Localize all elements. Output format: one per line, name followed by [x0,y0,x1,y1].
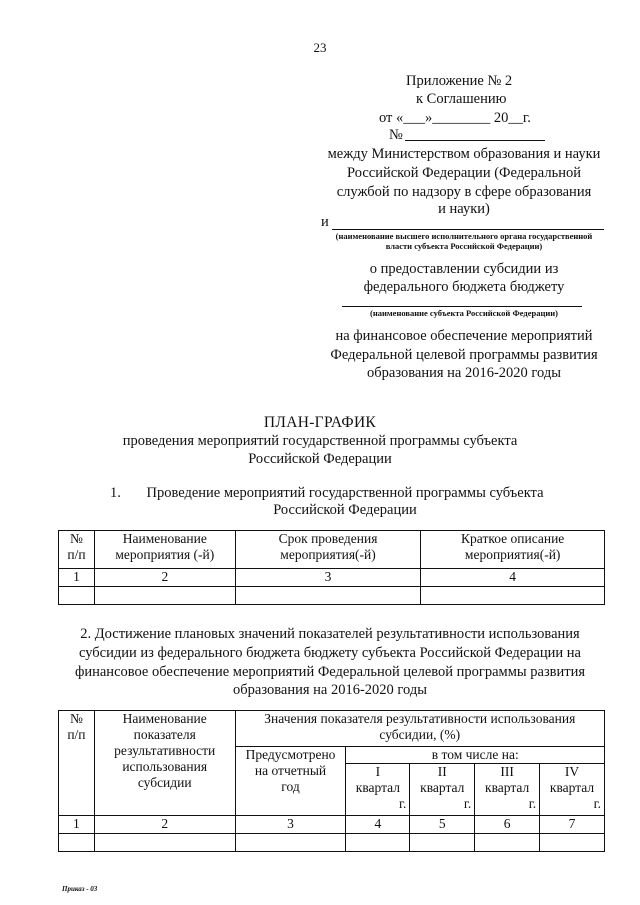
section2-title-1: 2. Достижение плановых значений показателей результативности использования [80,626,580,642]
events-table-empty-row [59,587,605,605]
header-num-line-2: п/п [67,547,86,562]
section1-number: 1. [110,485,121,501]
empty-cell [94,834,235,852]
header-event-term [235,531,421,569]
indicators-header-row-1 [59,711,605,747]
events-table-col-numbers [59,569,605,587]
header-indicator-name-line: показателя [133,727,196,742]
col-number: 1 [59,816,95,834]
quarter-year-suffix: г. [528,796,537,811]
col-number: 6 [475,816,540,834]
empty-cell [421,587,605,605]
header-event-desc-line-1: Краткое описание [461,531,565,546]
header-event-desc [421,531,605,569]
indicators-empty-row [59,834,605,852]
authority-blank [332,229,604,230]
subsidy-line-1: о предоставлении субсидии из [369,261,559,277]
appendix-number-line [389,126,546,145]
header-indicator-name-line: субсидии [137,775,192,790]
header-planned-line-3: год [281,779,300,794]
header-event-term-line-2: мероприятия(-й) [280,547,376,562]
purpose-line-1: на финансовое обеспечение мероприятий [335,328,593,344]
header-num-line-2: п/п [67,727,86,742]
header-quarter-3 [475,764,540,816]
footer-order-stamp: Приказ - 03 [62,885,98,893]
header-quarter-1 [346,764,410,816]
quarter-roman: I [375,764,381,779]
authority-caption-2: власти субъекта Российской Федерации) [385,241,543,251]
header-planned-line-1: Предусмотрено [245,747,336,762]
header-values-line-2: субсидии, (%) [379,727,461,742]
empty-cell [540,834,605,852]
quarter-year-suffix: г. [593,796,601,811]
quarter-word: квартал [355,780,401,795]
col-number: 3 [235,569,421,587]
header-including: в том числе на: [346,747,605,764]
header-num-line-1: № [70,531,83,546]
events-table [58,530,605,605]
header-event-term-line-1: Срок проведения [278,531,378,546]
header-planned [235,747,346,816]
col-number: 5 [410,816,475,834]
plan-subtitle-1: проведения мероприятий государственной программы субъекта [122,433,518,449]
header-indicator-name [94,711,235,816]
empty-cell [94,587,235,605]
col-number: 4 [346,816,410,834]
section1-title-1: Проведение мероприятий государственной программы субъекта [146,485,544,501]
quarter-roman: III [500,764,514,779]
section2-title-4: образования на 2016-2020 годы [233,682,427,698]
col-number: 3 [235,816,346,834]
col-number: 2 [94,816,235,834]
header-indicator-values [235,711,604,747]
appendix-date-line: от «___»________ 20__г. [379,110,531,126]
purpose-line-3: образования на 2016-2020 годы [367,365,561,381]
quarter-word: квартал [420,780,465,795]
quarter-roman: II [437,764,447,779]
indicators-col-numbers [59,816,605,834]
plan-title: ПЛАН-ГРАФИК [263,414,377,431]
between-line-2: Российской Федерации (Федеральной [347,165,581,181]
section2-title-2: субсидии из федерального бюджета бюджету субъекта Российской Федерации на [79,645,581,661]
quarter-word: квартал [485,780,530,795]
authority-caption-1: (наименование высшего исполнительного органа государственной [335,231,593,241]
quarter-roman: IV [564,764,580,779]
header-quarter-2 [410,764,475,816]
header-num [59,531,95,569]
between-line-1: между Министерством образования и науки [327,146,601,162]
header-planned-line-2: на отчетный [254,763,327,778]
header-indicator-name-line: Наименование [122,711,207,726]
between-line-3: службой по надзору в сфере образования [336,184,592,200]
events-table-header [59,531,605,569]
empty-cell [235,587,421,605]
empty-cell [475,834,540,852]
section2-title-3: финансовое обеспечение мероприятий Федеральной целевой программы развития [74,664,586,680]
header-event-name-line-2: мероприятия (-й) [115,547,215,562]
number-sign: № [389,127,403,143]
quarter-word: квартал [549,780,595,795]
subject-caption: (наименование субъекта Российской Федерации) [370,308,558,318]
quarter-year-suffix: г. [463,796,472,811]
empty-cell [235,834,346,852]
col-number: 2 [94,569,235,587]
empty-cell [59,587,95,605]
empty-cell [410,834,475,852]
header-event-name-line-1: Наименование [122,531,207,546]
quarter-year-suffix: г. [398,796,407,811]
header-event-name [94,531,235,569]
and-label: и [321,214,329,230]
header-quarter-4 [540,764,605,816]
appendix-title: Приложение № 2 [406,73,513,89]
header-indicator-name-line: результативности [114,743,216,758]
col-number: 1 [59,569,95,587]
header-num-line-1: № [69,711,83,726]
subsidy-line-2: федерального бюджета бюджету [363,279,565,295]
between-line-4: и науки) [438,201,490,217]
indicators-table [58,710,605,852]
appendix-agreement: к Соглашению [416,91,507,107]
empty-cell [59,834,95,852]
header-event-desc-line-2: мероприятия(-й) [464,547,561,562]
header-values-line-1: Значения показателя результативности использования [264,711,576,726]
number-blank [405,140,545,141]
section1-title-2: Российской Федерации [273,502,417,518]
header-indicator-name-line: использования [122,759,208,774]
empty-cell [346,834,410,852]
subject-blank [342,306,582,307]
plan-subtitle-2: Российской Федерации [248,451,392,467]
col-number: 7 [540,816,605,834]
purpose-line-2: Федеральной целевой программы развития [330,347,598,363]
col-number: 4 [421,569,605,587]
page-number: 23 [313,40,327,55]
header-num [59,711,95,816]
